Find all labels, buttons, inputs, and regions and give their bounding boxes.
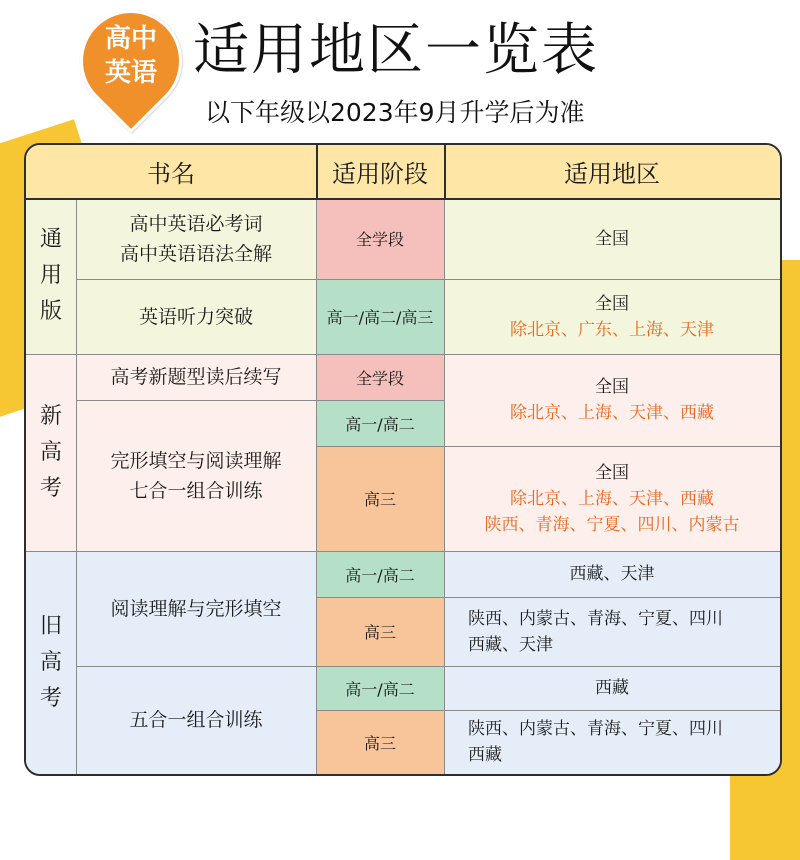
header-stage — [316, 145, 444, 198]
book-title: 英语听力突破 — [138, 305, 253, 328]
section-old-label — [26, 551, 76, 774]
region-label: 西藏、天津 — [569, 564, 655, 584]
stage-label: 全学段 — [355, 368, 404, 388]
book-title: 高中英语必考词 — [129, 212, 263, 235]
stage-label: 高三 — [363, 623, 396, 642]
grid-line — [76, 666, 780, 667]
grid-line — [316, 710, 780, 711]
stage-label: 高三 — [363, 490, 396, 509]
section-new-char-1: 新 — [39, 403, 62, 429]
region-label: 西藏、天津 — [468, 634, 553, 655]
stage-cell — [316, 666, 444, 710]
section-old-char-3: 考 — [39, 685, 62, 711]
stage-cell — [316, 354, 444, 400]
section-general-char-1: 通 — [39, 227, 62, 252]
book-cell — [76, 666, 316, 774]
stage-cell — [316, 551, 444, 597]
book-cell — [76, 551, 316, 666]
book-title: 高中英语语法全解 — [119, 242, 272, 265]
region-cell — [444, 354, 780, 446]
book-cell — [76, 279, 316, 354]
stage-label: 高一/高二 — [345, 414, 415, 434]
region-cell — [444, 446, 780, 551]
header-book — [26, 145, 316, 198]
grid-line — [316, 446, 780, 447]
section-old-char-2: 高 — [39, 649, 62, 675]
grid-line — [316, 597, 780, 598]
stage-cell — [316, 198, 444, 279]
section-new-char-2: 高 — [39, 439, 62, 465]
region-cell — [444, 597, 780, 666]
badge — [83, 22, 179, 90]
section-general-char-2: 用 — [39, 263, 62, 288]
page-title: 适用地区一览表 — [193, 18, 599, 83]
stage-cell — [316, 279, 444, 354]
region-exception-note: 除北京、上海、天津、西藏 — [510, 403, 714, 423]
stage-cell — [316, 446, 444, 551]
header-stage-label: 适用阶段 — [332, 160, 428, 188]
grid-line — [26, 551, 780, 552]
section-new-char-3: 考 — [39, 475, 62, 501]
book-title: 完形填空与阅读理解 — [110, 449, 282, 472]
region-label: 陕西、内蒙古、青海、宁夏、四川 — [468, 608, 723, 629]
stage-label: 高一/高二 — [345, 565, 415, 585]
section-old-char-1: 旧 — [39, 613, 62, 639]
section-general-char-3: 版 — [39, 299, 62, 324]
stage-label: 全学段 — [355, 230, 404, 249]
book-title: 七合一组合训练 — [129, 479, 263, 502]
book-title: 阅读理解与完形填空 — [110, 597, 282, 620]
book-cell — [76, 354, 316, 400]
header-divider — [26, 198, 780, 200]
stage-cell — [316, 400, 444, 446]
grid-line — [444, 200, 445, 774]
grid-line — [76, 279, 780, 280]
section-general-label — [26, 198, 76, 354]
page-subtitle: 以下年级以2023年9月升学后为准 — [205, 98, 585, 127]
header-region — [444, 145, 780, 198]
region-table — [24, 143, 782, 776]
header-divider — [444, 145, 446, 198]
region-label: 全国 — [595, 293, 629, 314]
region-province-note: 陕西、青海、宁夏、四川、内蒙古 — [484, 514, 740, 535]
header-region-label: 适用地区 — [564, 160, 660, 188]
region-cell — [444, 666, 780, 710]
grid-line — [76, 400, 444, 401]
region-label: 西藏 — [468, 745, 502, 765]
book-title: 五合一组合训练 — [129, 709, 263, 731]
region-exception-note: 除北京、广东、上海、天津 — [510, 319, 714, 340]
region-label: 全国 — [595, 377, 629, 397]
grid-line — [76, 200, 77, 774]
region-label: 陕西、内蒙古、青海、宁夏、四川 — [468, 719, 723, 739]
book-cell — [76, 400, 316, 551]
region-exception-note: 除北京、上海、天津、西藏 — [510, 488, 714, 509]
badge-line-1: 高中 — [104, 24, 157, 54]
region-label: 全国 — [595, 462, 629, 483]
book-title: 高考新题型读后续写 — [110, 366, 282, 388]
badge-line-2: 英语 — [104, 58, 157, 88]
header-book-label: 书名 — [147, 160, 195, 188]
region-label: 西藏 — [595, 678, 629, 698]
region-cell — [444, 710, 780, 774]
region-label: 全国 — [595, 228, 629, 249]
book-cell — [76, 198, 316, 279]
section-new-label — [26, 354, 76, 551]
stage-cell — [316, 597, 444, 666]
grid-line — [26, 354, 780, 355]
grid-line — [316, 200, 317, 774]
region-cell — [444, 198, 780, 279]
header-divider — [316, 145, 318, 198]
region-cell — [444, 551, 780, 597]
stage-label: 高一/高二 — [345, 679, 415, 699]
region-cell — [444, 279, 780, 354]
stage-label: 高三 — [363, 733, 396, 753]
stage-label: 高一/高二/高三 — [326, 308, 434, 327]
stage-cell — [316, 710, 444, 774]
